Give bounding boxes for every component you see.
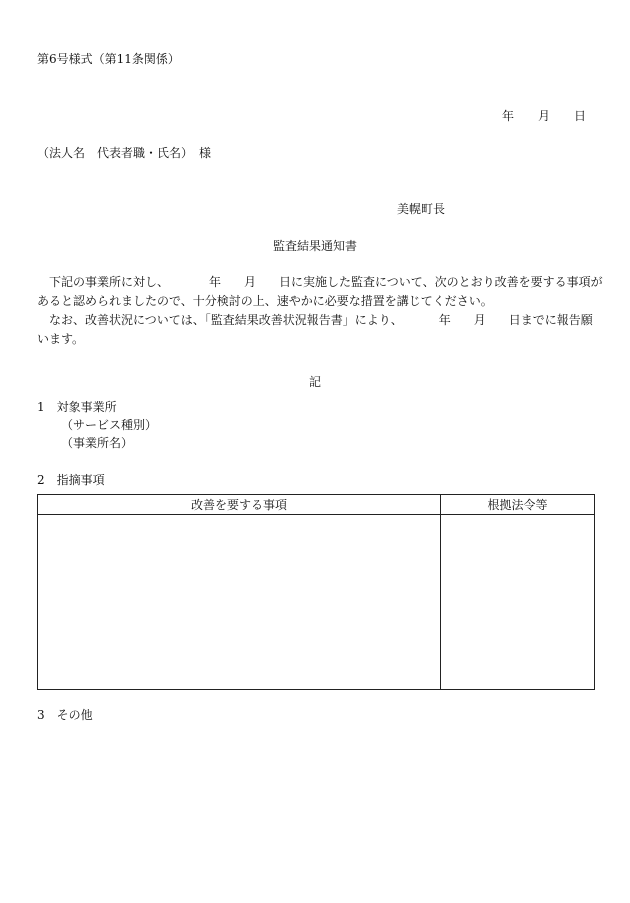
findings-body-row xyxy=(38,515,595,690)
section1-heading: 1 対象事業所 xyxy=(37,400,117,414)
document-title: 監査結果通知書 xyxy=(272,239,357,253)
findings-table xyxy=(37,494,595,690)
improvement-cell xyxy=(38,515,441,690)
form-number: 第6号様式（第11条関係） xyxy=(37,52,180,66)
column-header-legal-basis: 根拠法令等 xyxy=(441,495,595,515)
issuer: 美幌町長 xyxy=(397,202,446,216)
body-p1-line1: 下記の事業所に対し、 年 月 日に実施した監査について、次のとおり改善を要する事項が xyxy=(49,275,603,289)
legal-basis-cell xyxy=(441,515,595,690)
body-p2-line1: なお、改善状況については、「監査結果改善状況報告書」により、 年 月 日までに報告願 xyxy=(49,313,593,327)
office-name-label: （事業所名） xyxy=(61,436,134,450)
date-line xyxy=(502,109,586,124)
section3-heading: 3 その他 xyxy=(37,708,93,722)
column-header-improvement: 改善を要する事項 xyxy=(38,495,441,515)
body-paragraph-1 xyxy=(37,273,603,311)
addressee: （法人名 代表者職・氏名） 様 xyxy=(37,146,212,160)
body-p1-line2: あると認められましたので、十分検討の上、速やかに必要な措置を講じてください。 xyxy=(37,294,493,308)
date-year: 年 xyxy=(501,109,514,123)
ki-marker: 記 xyxy=(308,375,321,389)
body-paragraph-2 xyxy=(37,311,597,349)
date-day: 日 xyxy=(573,109,586,123)
body-p2-line2: います。 xyxy=(37,332,85,346)
date-month: 月 xyxy=(537,109,550,123)
service-type-label: （サービス種別） xyxy=(61,418,158,432)
findings-header-row xyxy=(38,495,595,515)
section2-heading: 2 指摘事項 xyxy=(37,473,105,487)
